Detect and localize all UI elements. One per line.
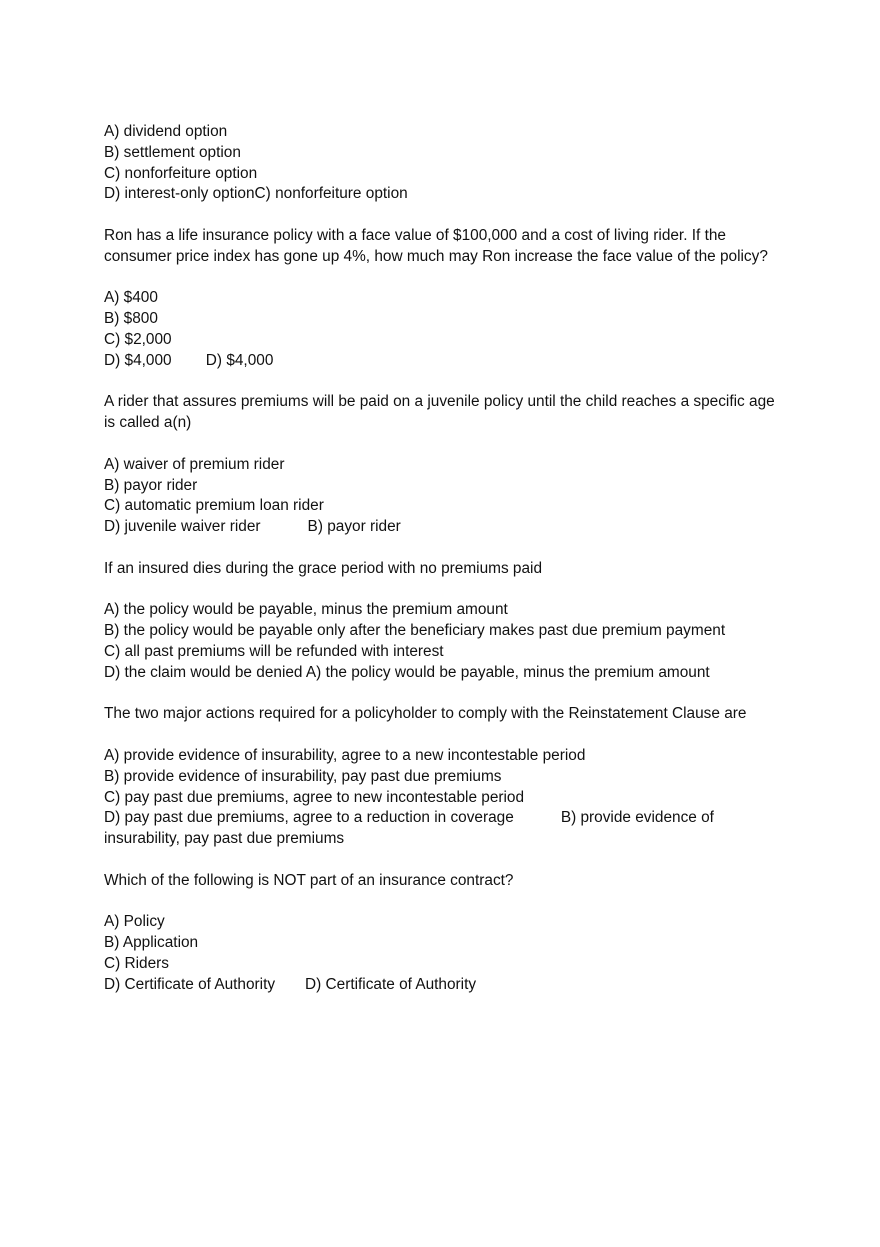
spacer (104, 205, 784, 226)
spacer (104, 580, 784, 601)
spacer (104, 372, 784, 393)
document-page (104, 122, 784, 995)
option-line: A) dividend option (104, 123, 228, 140)
option-line-with-answer: D) Certificate of Authority D) Certificate of Authority (104, 975, 477, 993)
spacer (104, 268, 784, 289)
option-line: C) all past premiums will be refunded with interest (104, 642, 444, 660)
option-line: A) the policy would be payable, minus the premium amount (104, 601, 508, 619)
question-text: If an insured dies during the grace period with no premiums paid (104, 559, 543, 577)
option-line: C) $2,000 (104, 330, 172, 348)
option-line: B) payor rider (104, 476, 198, 494)
question-block-3 (104, 559, 784, 684)
option-line-with-answer: D) interest-only optionC) nonforfeiture option (104, 185, 408, 203)
question-block-1 (104, 226, 784, 372)
option-line: C) automatic premium loan rider (104, 497, 324, 515)
question-text: Which of the following is NOT part of an insurance contract? (104, 871, 514, 889)
option-line: C) nonforfeiture option (104, 164, 258, 182)
spacer (104, 684, 784, 705)
question-block-4 (104, 704, 784, 850)
option-line: C) Riders (104, 954, 169, 972)
spacer (104, 434, 784, 455)
spacer (104, 891, 784, 912)
option-line-continuation: insurability, pay past due premiums (104, 830, 345, 848)
option-line: B) provide evidence of insurability, pay past due premiums (104, 767, 502, 785)
option-line: A) Policy (104, 913, 165, 931)
question-text: The two major actions required for a policyholder to comply with the Reinstatement Clause are (104, 705, 747, 723)
spacer (104, 725, 784, 746)
option-line-with-answer: D) juvenile waiver rider B) payor rider (104, 518, 401, 536)
question-text: A rider that assures premiums will be paid on a juvenile policy until the child reaches a specific age is called a(n) (104, 393, 775, 432)
option-line: B) Application (104, 934, 199, 952)
option-line: A) $400 (104, 289, 158, 307)
spacer (104, 538, 784, 559)
option-line: B) the policy would be payable only after the beneficiary makes past due premium payment (104, 622, 726, 640)
option-line-with-answer: D) $4,000 D) $4,000 (104, 351, 274, 369)
option-line: A) waiver of premium rider (104, 455, 285, 473)
option-line-with-answer: D) pay past due premiums, agree to a reduction in coverage B) provide evidence of (104, 809, 714, 827)
option-line-with-answer: D) the claim would be denied A) the policy would be payable, minus the premium amount (104, 663, 710, 681)
option-line: C) pay past due premiums, agree to new incontestable period (104, 788, 525, 806)
option-line: A) provide evidence of insurability, agree to a new incontestable period (104, 746, 586, 764)
option-line: B) $800 (104, 310, 158, 328)
question-block-2 (104, 392, 784, 538)
spacer (104, 850, 784, 871)
question-block-5 (104, 871, 784, 996)
option-line: B) settlement option (104, 143, 241, 161)
question-block-0 (104, 122, 784, 205)
question-text: Ron has a life insurance policy with a face value of $100,000 and a cost of living rider. If the consumer price index has gone up 4%, how much may Ron increase the face value of the policy? (104, 226, 768, 265)
